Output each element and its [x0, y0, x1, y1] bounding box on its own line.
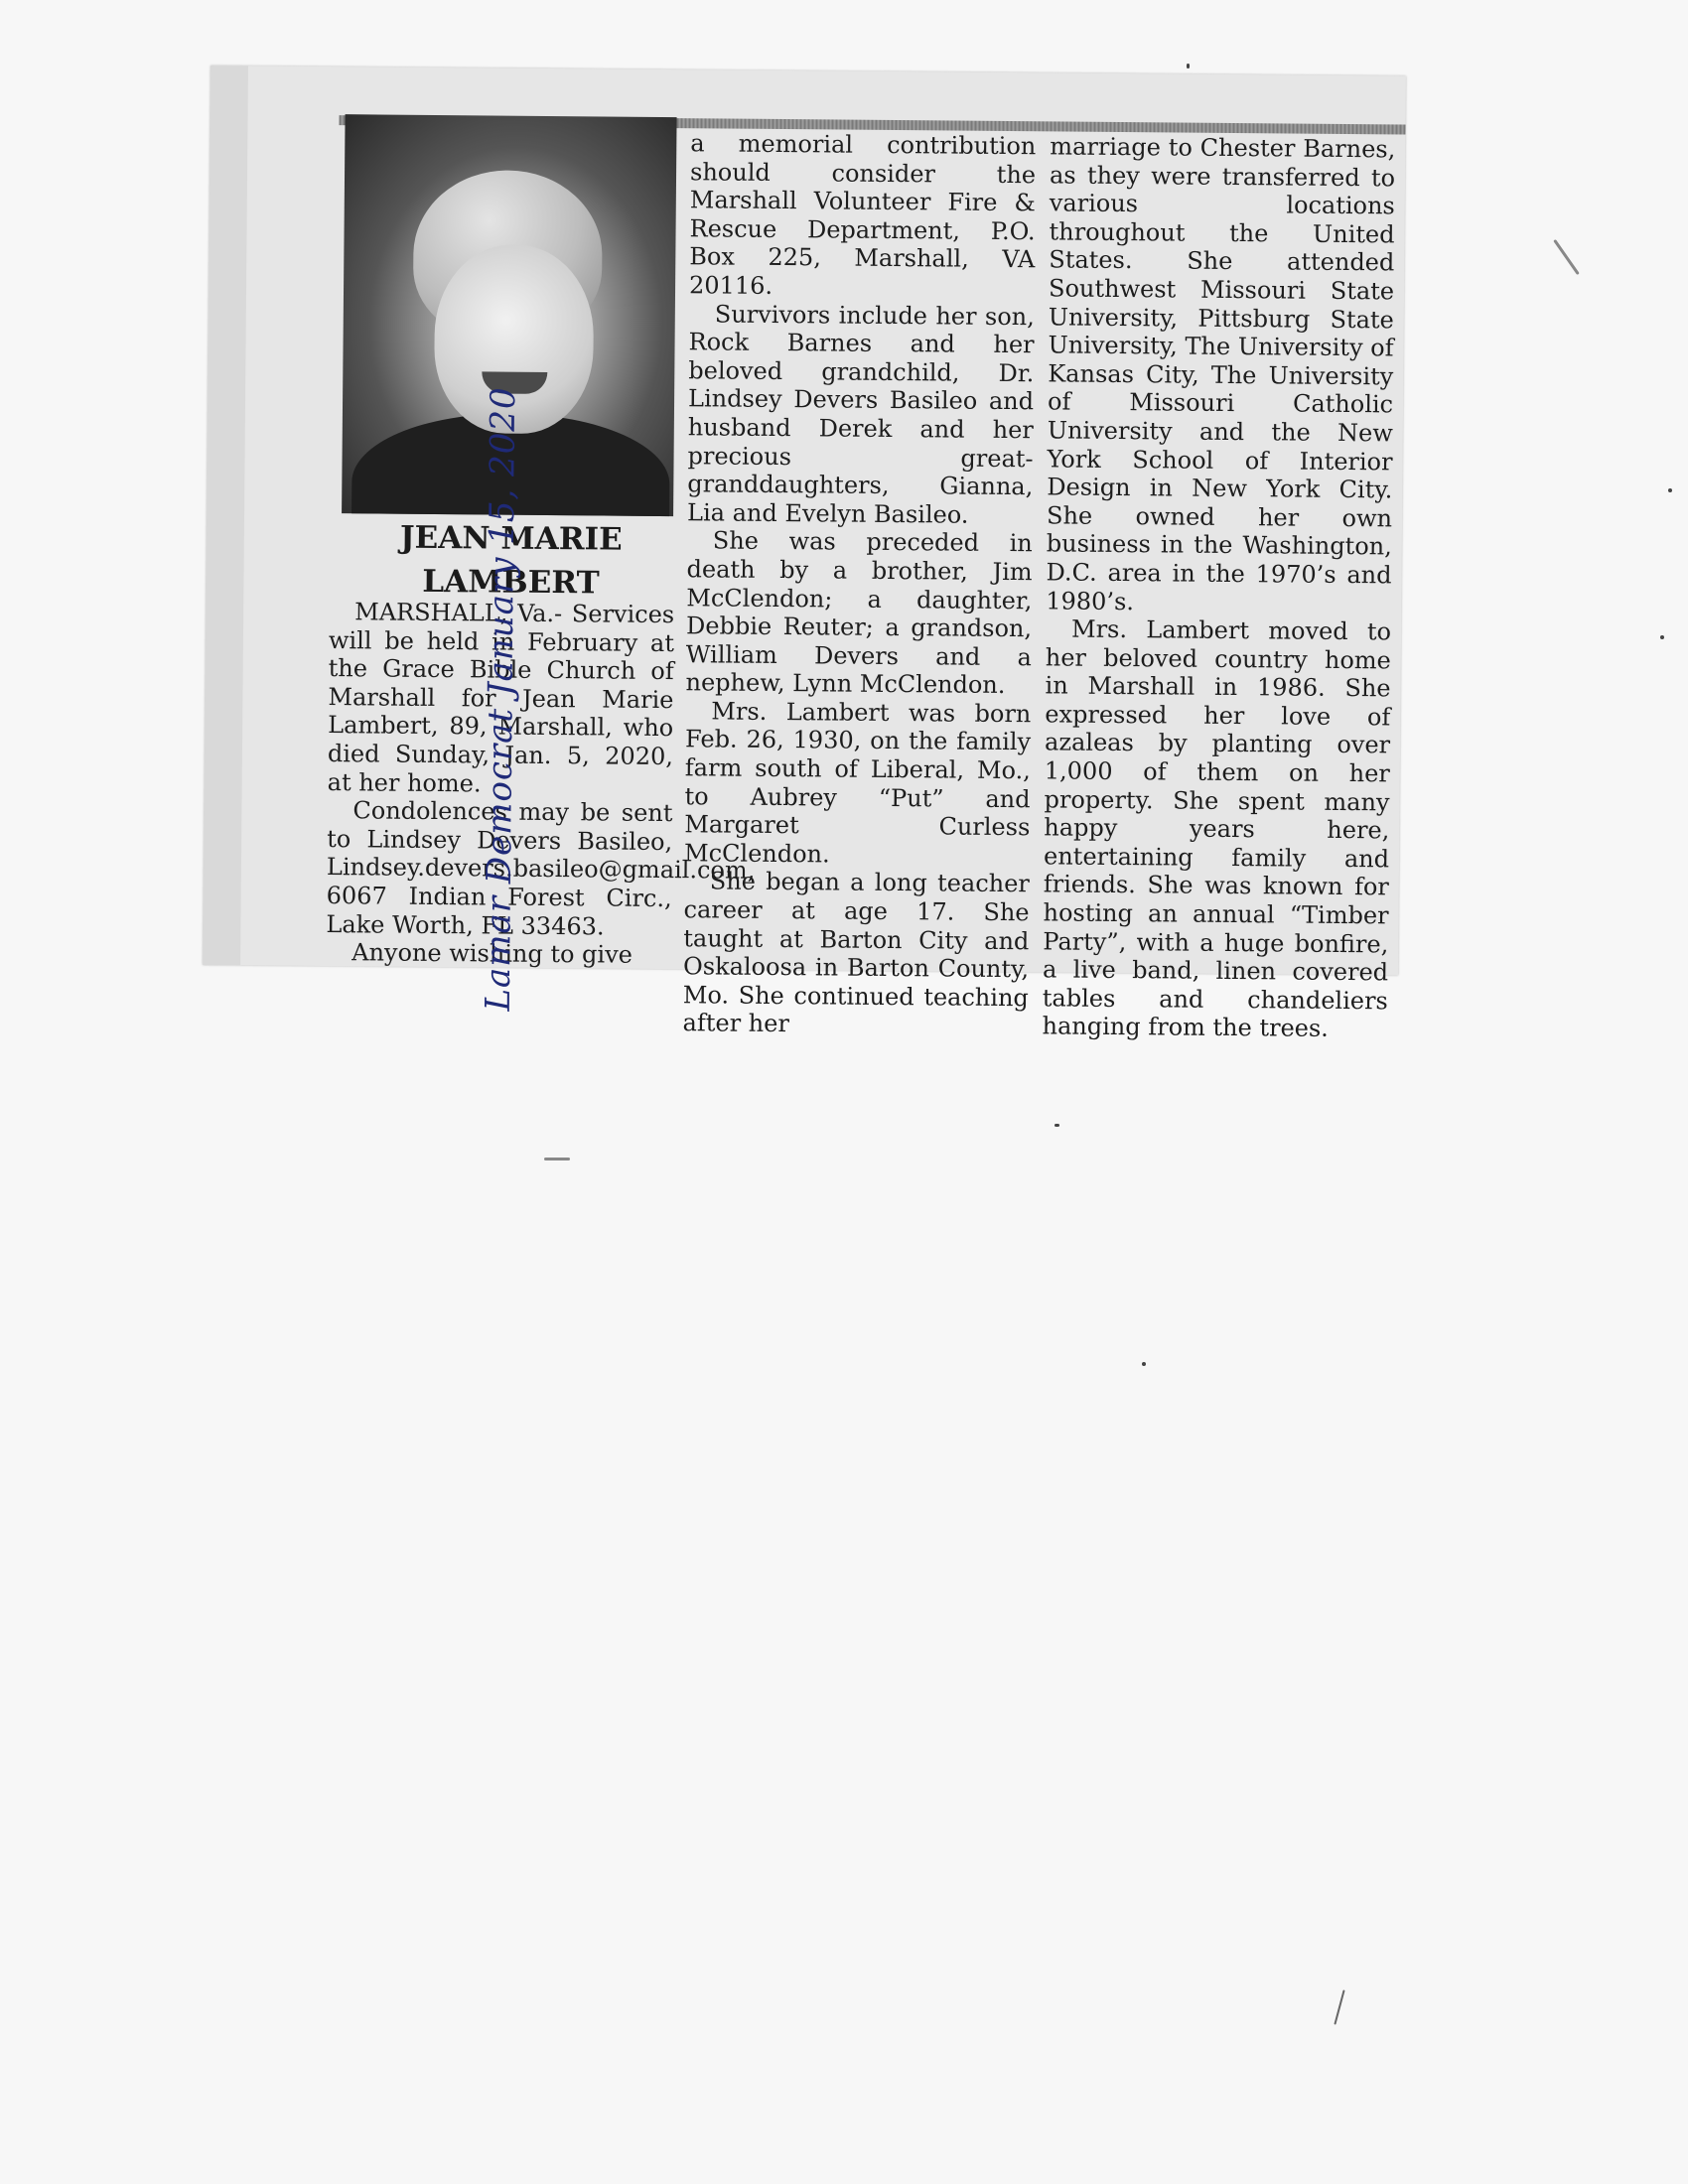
paragraph: marriage to Chester Barnes, as they were transferred to various locations throughout the United States. She attended Southwest Missouri State University, Pittsburg State University, The University of Kansas City, The University of Missouri Catholic University and the New York School of Interior Design in New York City. She owned her own business in the Washington, D.C. area in the 1970’s and 1980’s. — [1046, 132, 1396, 615]
paragraph: Mrs. Lambert was born Feb. 26, 1930, on the family farm south of Liberal, Mo., to Aubrey “Put” and Margaret Curless McClendon. — [683, 697, 1032, 869]
scan-mark — [1553, 239, 1580, 275]
scan-speck — [1668, 488, 1672, 492]
paragraph: She was preceded in death by a brother, Jim McClendon; a daughter, Debbie Reuter; a grandson, William Devers and a nephew, Lynn McClendon. — [685, 526, 1033, 700]
paragraph: MARSHALL, Va.- Services will be held in February at the Grace Bible Church of Marshall for Jean Marie Lambert, 89, Marshall, who died Sunday, Jan. 5, 2020, at her home. — [327, 598, 675, 797]
paragraph: She began a long teacher career at age 17. She taught at Barton City and Oskaloosa in Barton County, Mo. She continued teaching after her — [682, 867, 1030, 1038]
paragraph: a memorial contribution should consider the Marshall Volunteer Fire & Rescue Department, P.O. Box 225, Marshall, VA 20116. — [688, 129, 1037, 300]
scan-speck — [1055, 1124, 1059, 1127]
column-2 — [682, 129, 1036, 1040]
paragraph: Mrs. Lambert moved to her beloved country home in Marshall in 1986. She expressed her love of azaleas by planting over 1,000 of them on her property. She spent many happy years here, entertaining family and friends. She was known for hosting an annual “Timber Party”, with a huge bonfire, a live band, linen covered tables and chandeliers hanging from the trees. — [1042, 614, 1392, 1043]
scan-speck — [1142, 1362, 1146, 1366]
paragraph: Condolences may be sent to Lindsey Devers Basileo, Lindsey.devers.basileo@gmail.com, 6067 Indian Forest Circ., Lake Worth, FL 33463. — [326, 796, 756, 941]
scan-mark — [544, 1158, 570, 1160]
column-3 — [1042, 132, 1395, 1043]
scan-speck — [1660, 635, 1664, 639]
obituary-name: JEAN MARIE LAMBERT — [399, 519, 623, 602]
handwritten-date-note: Lamar Democrat January 15, 2020 — [478, 386, 524, 1012]
scan-mark — [1334, 1989, 1344, 2024]
paragraph: Anyone wishing to give — [352, 938, 633, 969]
paragraph: Survivors include her son, Rock Barnes and her beloved grandchild, Dr. Lindsey Devers Basileo and husband Derek and her precious great-granddaughters, Gianna, Lia and Evelyn Basileo. — [686, 300, 1035, 529]
newspaper-clipping — [203, 66, 1406, 1043]
clipping-edge-strip — [203, 66, 248, 965]
scan-speck — [1187, 64, 1190, 68]
